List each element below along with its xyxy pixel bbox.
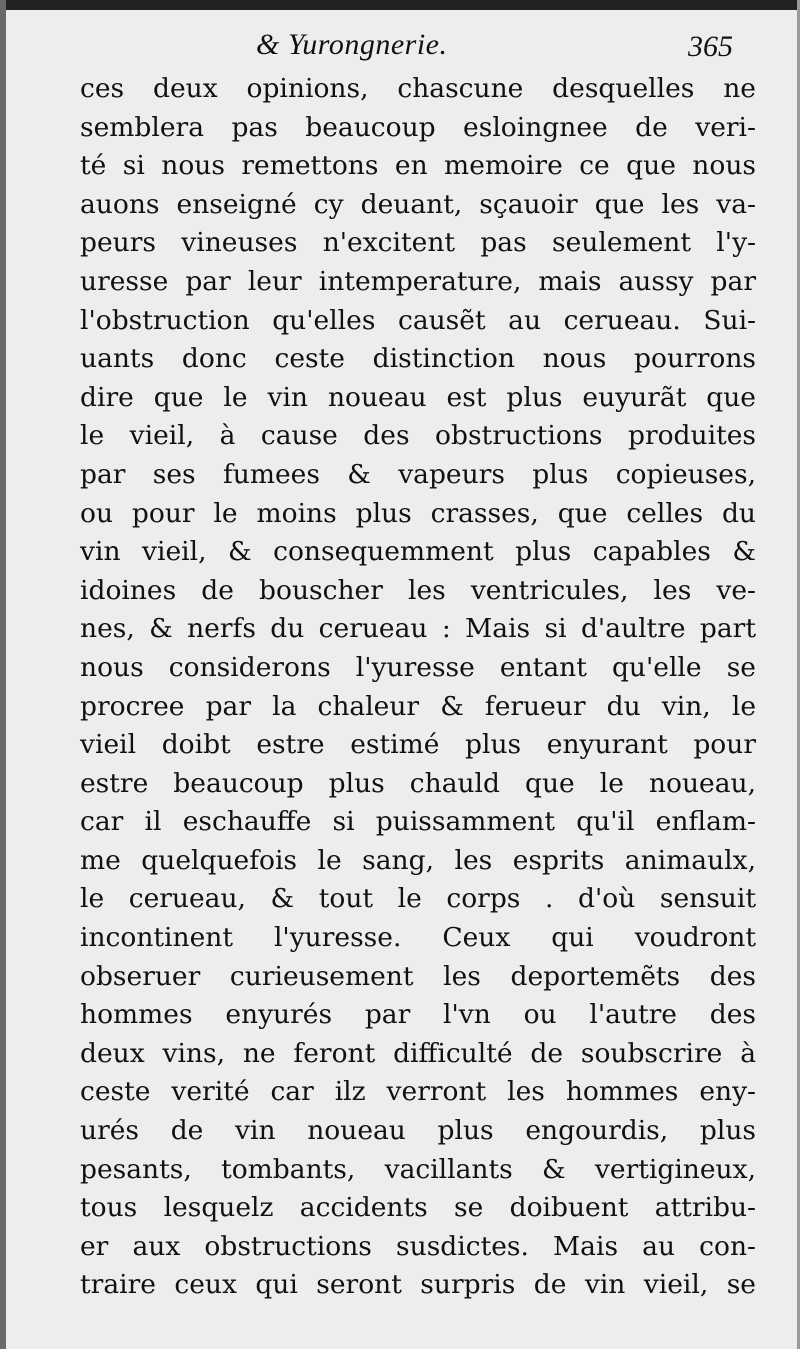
text-line: procree par la chaleur & ferueur du vin, le bbox=[80, 690, 756, 722]
text-line: traire ceux qui seront surpris de vin vieil, se bbox=[80, 1269, 756, 1301]
page-top-edge bbox=[0, 0, 800, 10]
text-line: té si nous remettons en memoire ce que nous bbox=[80, 150, 756, 182]
text-line: auons enseigné cy deuant, sçauoir que les va- bbox=[80, 188, 756, 220]
text-line: deux vins, ne feront difficulté de soubscrire à bbox=[80, 1037, 756, 1069]
page-number: 365 bbox=[688, 30, 733, 63]
text-line: incontinent l'yuresse. Ceux qui voudront bbox=[80, 922, 756, 954]
text-line: hommes enyurés par l'vn ou l'autre des bbox=[80, 999, 756, 1031]
body-text bbox=[80, 70, 756, 1305]
text-line: ou pour le moins plus crasses, que celles du bbox=[80, 497, 756, 529]
page-header bbox=[0, 22, 800, 68]
text-line: semblera pas beaucoup esloingnee de veri- bbox=[80, 111, 756, 143]
text-line: estre beaucoup plus chauld que le noueau, bbox=[80, 767, 756, 799]
text-line: me quelquefois le sang, les esprits animaulx, bbox=[80, 844, 756, 876]
text-line: vin vieil, & consequemment plus capables & bbox=[80, 536, 756, 568]
text-line: nes, & nerfs du cerueau : Mais si d'aultre part bbox=[80, 613, 756, 645]
text-line: urés de vin noueau plus engourdis, plus bbox=[80, 1115, 756, 1147]
text-line: pesants, tombants, vacillants & vertigineux, bbox=[80, 1153, 756, 1185]
text-line: uresse par leur intemperature, mais aussy par bbox=[80, 265, 756, 297]
text-line: ceste verité car ilz verront les hommes eny- bbox=[80, 1076, 756, 1108]
running-head: & Yurongnerie. bbox=[256, 28, 448, 61]
text-line: uants donc ceste distinction nous pourrons bbox=[80, 343, 756, 375]
text-line: ces deux opinions, chascune desquelles ne bbox=[80, 73, 756, 104]
text-line: car il eschauffe si puissamment qu'il enflam- bbox=[80, 806, 756, 838]
page-left-edge bbox=[0, 0, 6, 1349]
text-line: l'obstruction qu'elles causẽt au cerueau. Sui- bbox=[80, 304, 756, 336]
text-line: par ses fumees & vapeurs plus copieuses, bbox=[80, 458, 756, 490]
text-line: peurs vineuses n'excitent pas seulement l'y- bbox=[80, 227, 756, 259]
text-line: vieil doibt estre estimé plus enyurant pour bbox=[80, 729, 756, 761]
text-line: tous lesquelz accidents se doibuent attribu- bbox=[80, 1192, 756, 1224]
text-line: nous considerons l'yuresse entant qu'elle se bbox=[80, 651, 756, 683]
text-line: obseruer curieusement les deportemẽts des bbox=[80, 960, 756, 992]
text-line: le cerueau, & tout le corps . d'où sensuit bbox=[80, 883, 756, 915]
text-line: dire que le vin noueau est plus euyurãt que bbox=[80, 381, 756, 413]
text-line: le vieil, à cause des obstructions produites bbox=[80, 420, 756, 452]
text-line: er aux obstructions susdictes. Mais au con- bbox=[80, 1230, 756, 1262]
text-line: idoines de bouscher les ventricules, les ve- bbox=[80, 574, 756, 606]
